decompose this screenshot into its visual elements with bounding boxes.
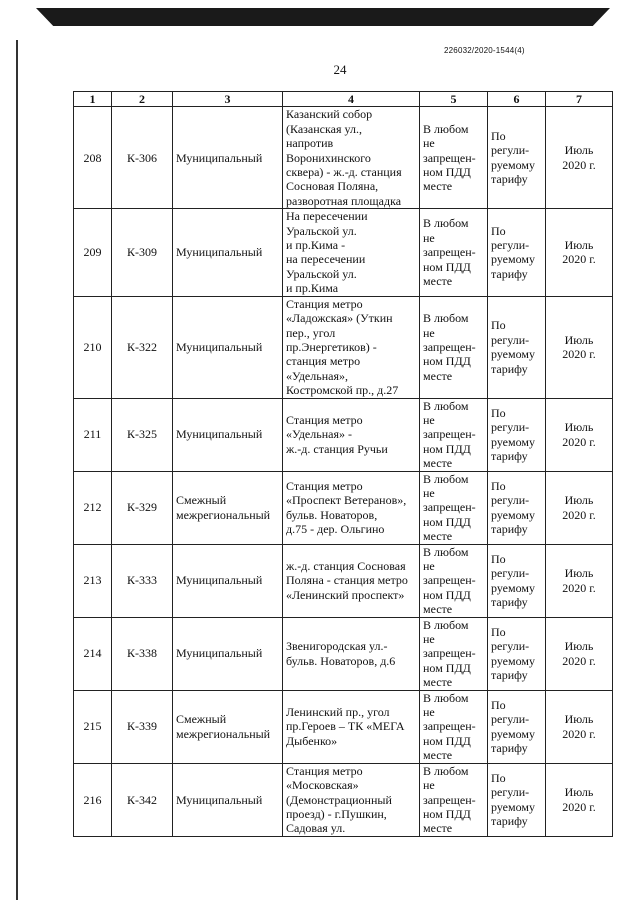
table-row	[74, 544, 613, 617]
routes-table	[73, 91, 613, 837]
row-number: 212	[74, 471, 112, 544]
route-code: К-342	[112, 763, 173, 836]
route-type: Муниципальный	[173, 296, 283, 398]
stop-rule: В любом не запрещен- ном ПДД месте	[420, 617, 488, 690]
table-row	[74, 763, 613, 836]
route-code: К-309	[112, 209, 173, 296]
start-date: Июль 2020 г.	[546, 690, 613, 763]
tariff: По регули- руемому тарифу	[488, 107, 546, 209]
column-header-2: 2	[112, 92, 173, 107]
stop-rule: В любом не запрещен- ном ПДД месте	[420, 690, 488, 763]
table-row	[74, 690, 613, 763]
route-type: Муниципальный	[173, 544, 283, 617]
row-number: 211	[74, 398, 112, 471]
table-row	[74, 107, 613, 209]
row-number: 210	[74, 296, 112, 398]
route-path: На пересечении Уральской ул. и пр.Кима - на пересечении Уральской ул. и пр.Кима	[283, 209, 420, 296]
route-code: К-333	[112, 544, 173, 617]
tariff: По регули- руемому тарифу	[488, 398, 546, 471]
start-date: Июль 2020 г.	[546, 544, 613, 617]
document-id: 226032/2020-1544(4)	[444, 46, 525, 55]
route-type: Муниципальный	[173, 107, 283, 209]
scan-top-edge	[36, 8, 610, 26]
stop-rule: В любом не запрещен- ном ПДД месте	[420, 107, 488, 209]
column-header-1: 1	[74, 92, 112, 107]
table-row	[74, 471, 613, 544]
row-number: 209	[74, 209, 112, 296]
stop-rule: В любом не запрещен- ном ПДД месте	[420, 296, 488, 398]
tariff: По регули- руемому тарифу	[488, 617, 546, 690]
stop-rule: В любом не запрещен- ном ПДД месте	[420, 471, 488, 544]
page-number: 24	[333, 62, 347, 77]
stop-rule: В любом не запрещен- ном ПДД месте	[420, 763, 488, 836]
start-date: Июль 2020 г.	[546, 296, 613, 398]
route-type: Муниципальный	[173, 398, 283, 471]
route-path: Станция метро «Московская» (Демонстрационный проезд) - г.Пушкин, Садовая ул.	[283, 763, 420, 836]
tariff: По регули- руемому тарифу	[488, 471, 546, 544]
route-type: Муниципальный	[173, 763, 283, 836]
route-code: К-339	[112, 690, 173, 763]
start-date: Июль 2020 г.	[546, 617, 613, 690]
route-type: Смежный межрегиональный	[173, 471, 283, 544]
stop-rule: В любом не запрещен- ном ПДД месте	[420, 209, 488, 296]
tariff: По регули- руемому тарифу	[488, 544, 546, 617]
table-row	[74, 296, 613, 398]
column-header-3: 3	[173, 92, 283, 107]
route-path: Станция метро «Проспект Ветеранов», бульв. Новаторов, д.75 - дер. Ольгино	[283, 471, 420, 544]
route-code: К-322	[112, 296, 173, 398]
tariff: По регули- руемому тарифу	[488, 690, 546, 763]
row-number: 215	[74, 690, 112, 763]
row-number: 214	[74, 617, 112, 690]
column-header-4: 4	[283, 92, 420, 107]
route-path: ж.-д. станция Сосновая Поляна - станция метро «Ленинский проспект»	[283, 544, 420, 617]
start-date: Июль 2020 г.	[546, 763, 613, 836]
row-number: 213	[74, 544, 112, 617]
route-path: Станция метро «Удельная» - ж.-д. станция Ручьи	[283, 398, 420, 471]
route-path: Ленинский пр., угол пр.Героев – ТК «МЕГА Дыбенко»	[283, 690, 420, 763]
row-number: 208	[74, 107, 112, 209]
column-header-7: 7	[546, 92, 613, 107]
tariff: По регули- руемому тарифу	[488, 763, 546, 836]
start-date: Июль 2020 г.	[546, 209, 613, 296]
column-header-5: 5	[420, 92, 488, 107]
route-code: К-306	[112, 107, 173, 209]
route-type: Смежный межрегиональный	[173, 690, 283, 763]
stop-rule: В любом не запрещен- ном ПДД месте	[420, 398, 488, 471]
stop-rule: В любом не запрещен- ном ПДД месте	[420, 544, 488, 617]
route-type: Муниципальный	[173, 209, 283, 296]
column-header-6: 6	[488, 92, 546, 107]
table-row	[74, 398, 613, 471]
start-date: Июль 2020 г.	[546, 107, 613, 209]
route-code: К-329	[112, 471, 173, 544]
table-row	[74, 209, 613, 296]
row-number: 216	[74, 763, 112, 836]
table-header-row	[74, 92, 613, 107]
route-path: Казанский собор (Казанская ул., напротив Воронихинского сквера) - ж.-д. станция Сосновая Поляна, разворотная площадка	[283, 107, 420, 209]
scan-left-edge	[16, 40, 18, 900]
start-date: Июль 2020 г.	[546, 471, 613, 544]
tariff: По регули- руемому тарифу	[488, 209, 546, 296]
route-type: Муниципальный	[173, 617, 283, 690]
route-path: Станция метро «Ладожская» (Уткин пер., угол пр.Энергетиков) - станция метро «Удельная», Костромской пр., д.27	[283, 296, 420, 398]
tariff: По регули- руемому тарифу	[488, 296, 546, 398]
start-date: Июль 2020 г.	[546, 398, 613, 471]
route-path: Звенигородская ул.- бульв. Новаторов, д.6	[283, 617, 420, 690]
table-row	[74, 617, 613, 690]
route-code: К-325	[112, 398, 173, 471]
route-code: К-338	[112, 617, 173, 690]
